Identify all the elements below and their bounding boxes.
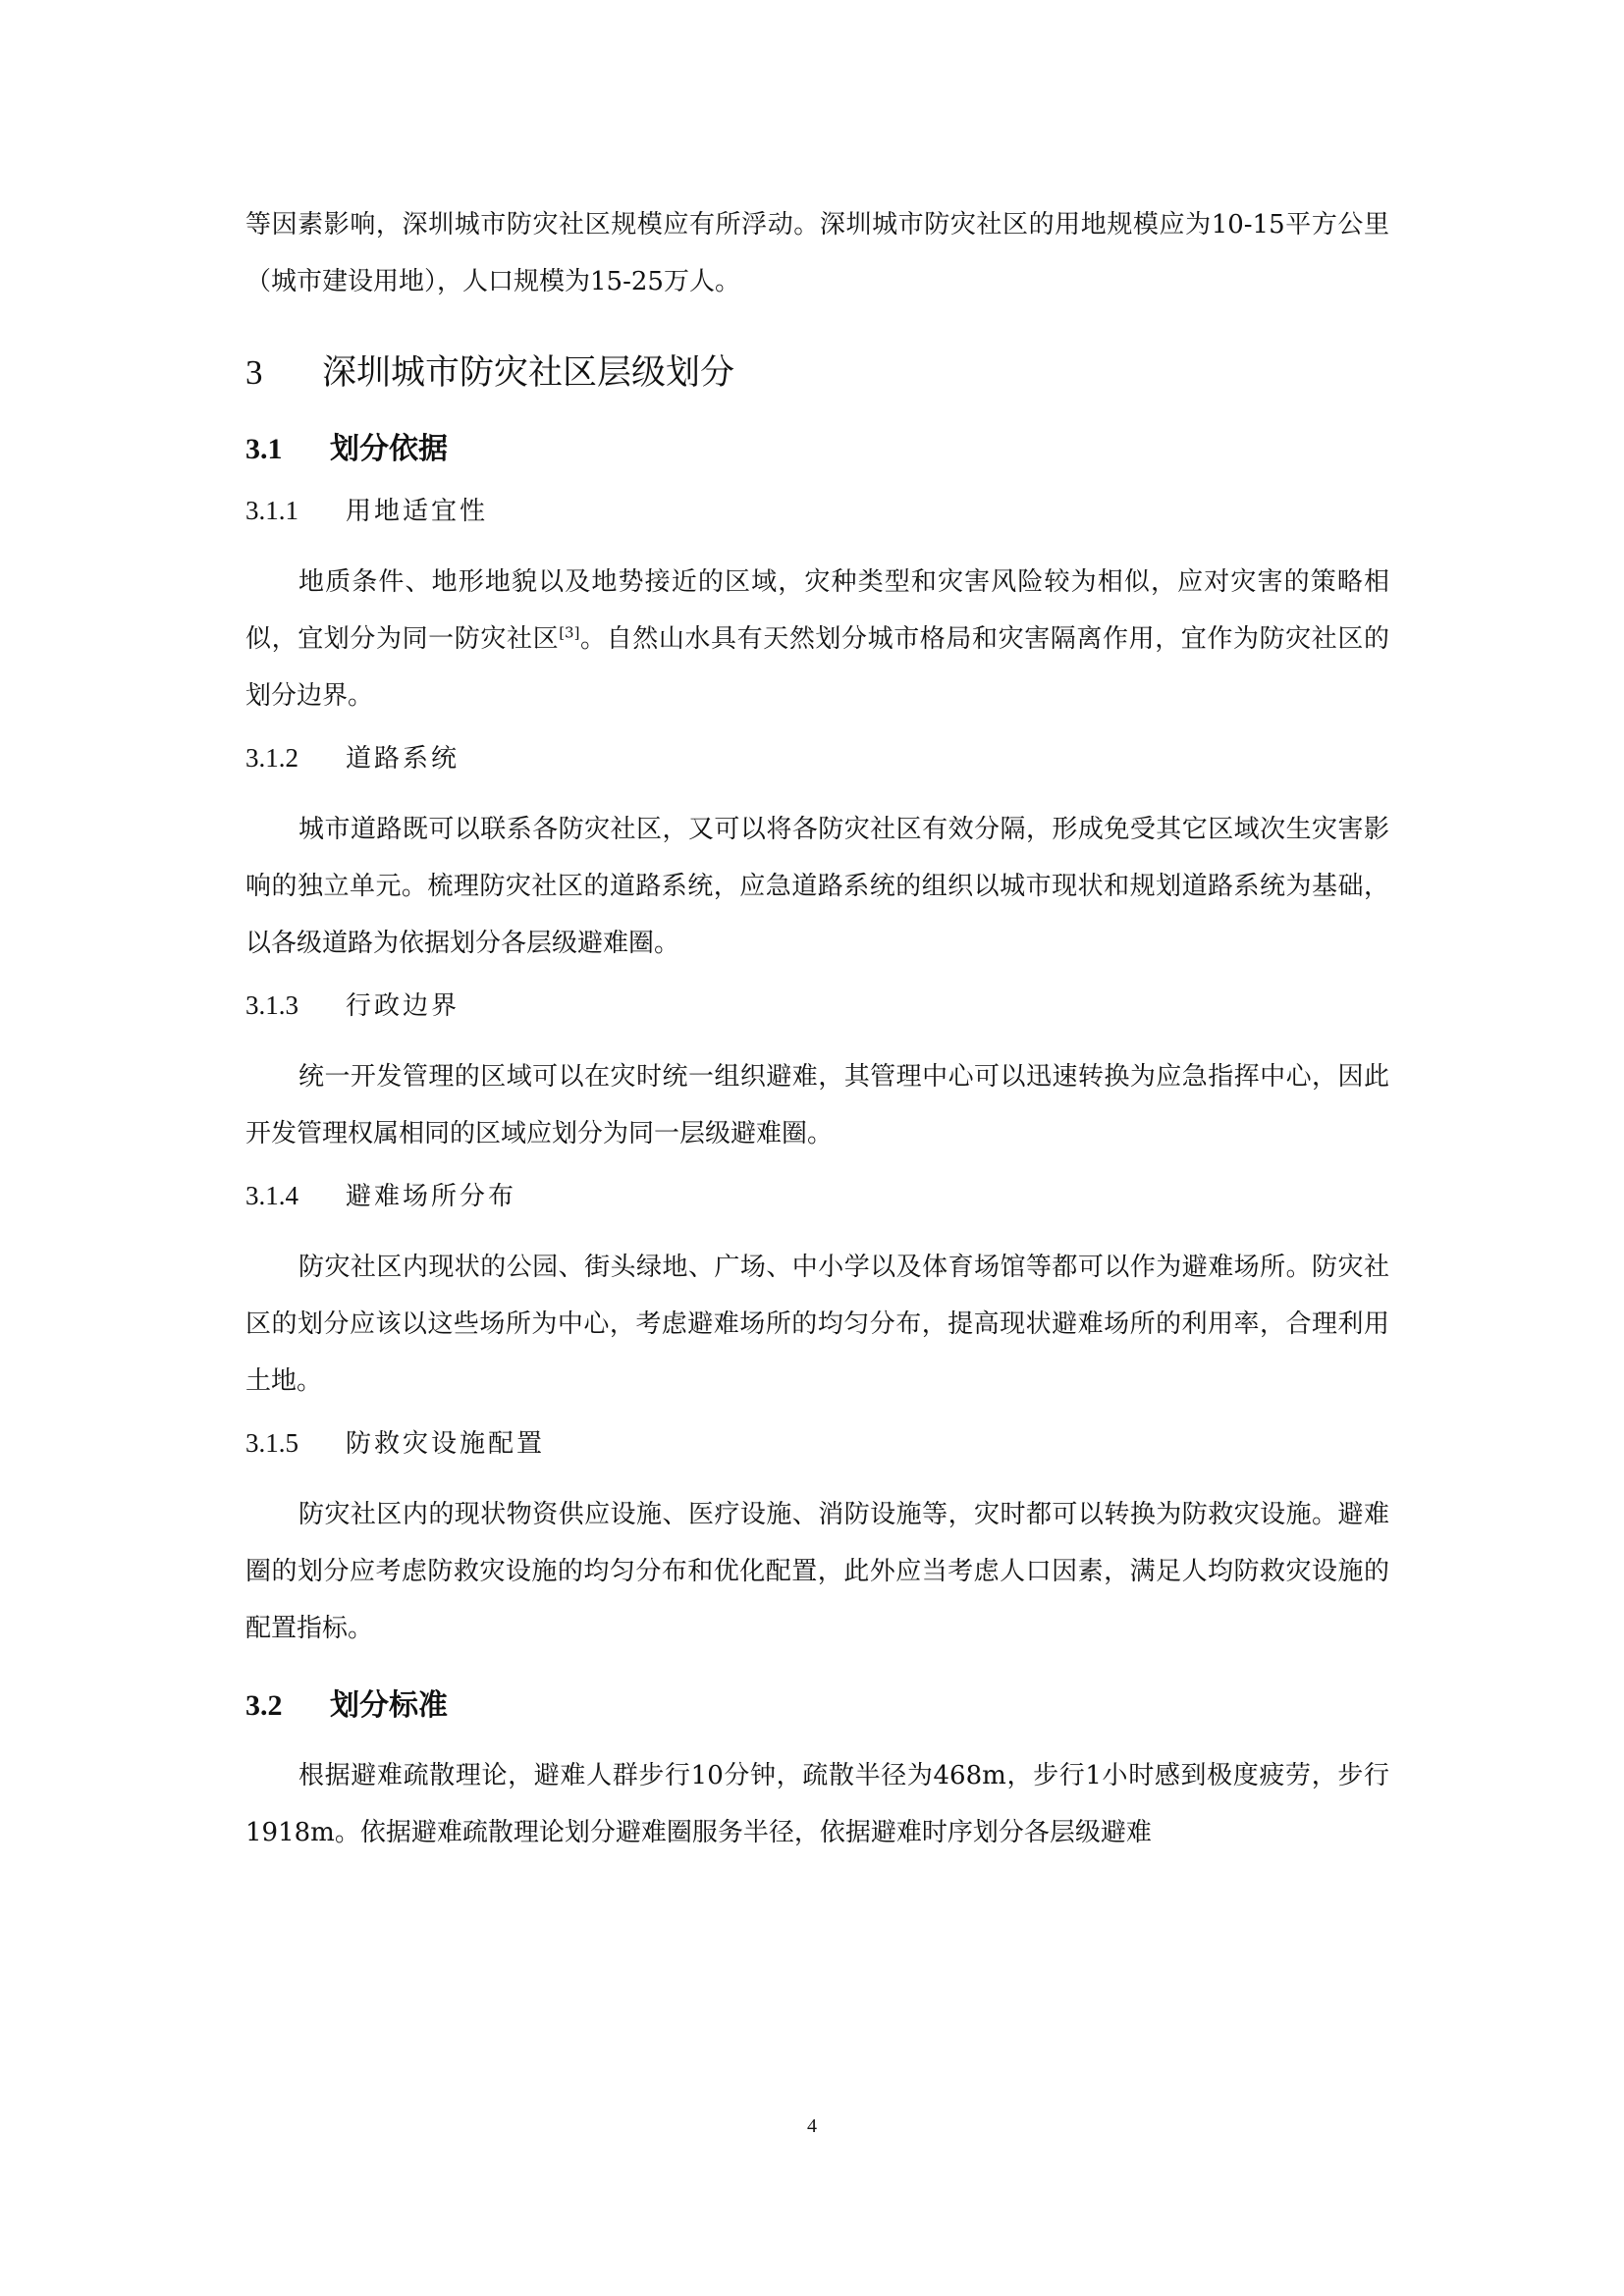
section-3-1-1-paragraph	[245, 554, 1389, 724]
section-3-1-5-paragraph: 防灾社区内的现状物资供应设施、医疗设施、消防设施等，灾时都可以转换为防救灾设施。避难圈的划分应考虑防救灾设施的均匀分布和优化配置，此外应当考虑人口因素，满足人均防救灾设施的配置指标。	[245, 1500, 1389, 1643]
section-3-2-paragraph: 根据避难疏散理论，避难人群步行10分钟，疏散半径为468m，步行1小时感到极度疲劳，步行1918m。依据避难疏散理论划分避难圈服务半径，依据避难时序划分各层级避难	[245, 1761, 1389, 1847]
section-3-1-heading	[245, 424, 1389, 467]
section-3-2-title: 划分标准	[330, 1688, 448, 1723]
section-3-1-1-text-a: 地质条件、地形地貌以及地势接近的区域，灾种类型和灾害风险较为相似，应对灾害的策略相似，宜划分为同一防灾社区	[245, 567, 1389, 654]
page-number: 4	[807, 2115, 817, 2137]
section-3-2-heading	[245, 1681, 1389, 1724]
section-3-1-2-number: 3.1.2	[245, 743, 298, 773]
section-3-1-4-paragraph: 防灾社区内现状的公园、街头绿地、广场、中小学以及体育场馆等都可以作为避难场所。防灾社区的划分应该以这些场所为中心，考虑避难场所的均匀分布，提高现状避难场所的利用率，合理利用土地。	[245, 1253, 1389, 1396]
section-3-number: 3	[245, 353, 263, 392]
section-3-1-3-title: 行政边界	[346, 991, 460, 1021]
section-3-1-title: 划分依据	[330, 432, 448, 466]
section-3-1-1-heading	[245, 491, 1389, 530]
section-3-1-3-paragraph: 统一开发管理的区域可以在灾时统一组织避难，其管理中心可以迅速转换为应急指挥中心，因此开发管理权属相同的区域应划分为同一层级避难圈。	[245, 1062, 1389, 1148]
section-3-1-2-title: 道路系统	[346, 744, 460, 774]
section-3-2-number: 3.2	[245, 1689, 283, 1722]
section-3-1-2-paragraph: 城市道路既可以联系各防灾社区，又可以将各防灾社区有效分隔，形成免受其它区域次生灾害影响的独立单元。梳理防灾社区的道路系统，应急道路系统的组织以城市现状和规划道路系统为基础，以各级道路为依据划分各层级避难圈。	[245, 815, 1389, 958]
section-3-1-1-title: 用地适宜性	[346, 497, 489, 526]
section-3-1-5-title: 防救灾设施配置	[346, 1429, 546, 1459]
section-3-1-2-heading	[245, 738, 1389, 777]
section-3-1-4-title: 避难场所分布	[346, 1182, 517, 1211]
section-3-1-4-heading	[245, 1176, 1389, 1215]
intro-paragraph: 等因素影响，深圳城市防灾社区规模应有所浮动。深圳城市防灾社区的用地规模应为10-15平方公里（城市建设用地），人口规模为15-25万人。	[245, 210, 1389, 296]
section-3-1-5-number: 3.1.5	[245, 1428, 298, 1458]
citation-reference: [3]	[559, 623, 580, 642]
section-3-title: 深圳城市防灾社区层级划分	[322, 353, 735, 393]
section-3-1-3-number: 3.1.3	[245, 990, 298, 1020]
section-3-1-4-number: 3.1.4	[245, 1181, 298, 1210]
section-3-1-3-heading	[245, 986, 1389, 1025]
section-3-1-5-heading	[245, 1423, 1389, 1463]
section-3-heading	[245, 346, 1389, 395]
section-3-1-1-text-b: 。自然山水具有天然划分城市格局和灾害隔离作用，宜作为防灾社区的划分边界。	[245, 624, 1389, 711]
page-content	[245, 196, 1389, 1861]
section-3-1-number: 3.1	[245, 433, 283, 465]
section-3-1-1-number: 3.1.1	[245, 496, 298, 525]
